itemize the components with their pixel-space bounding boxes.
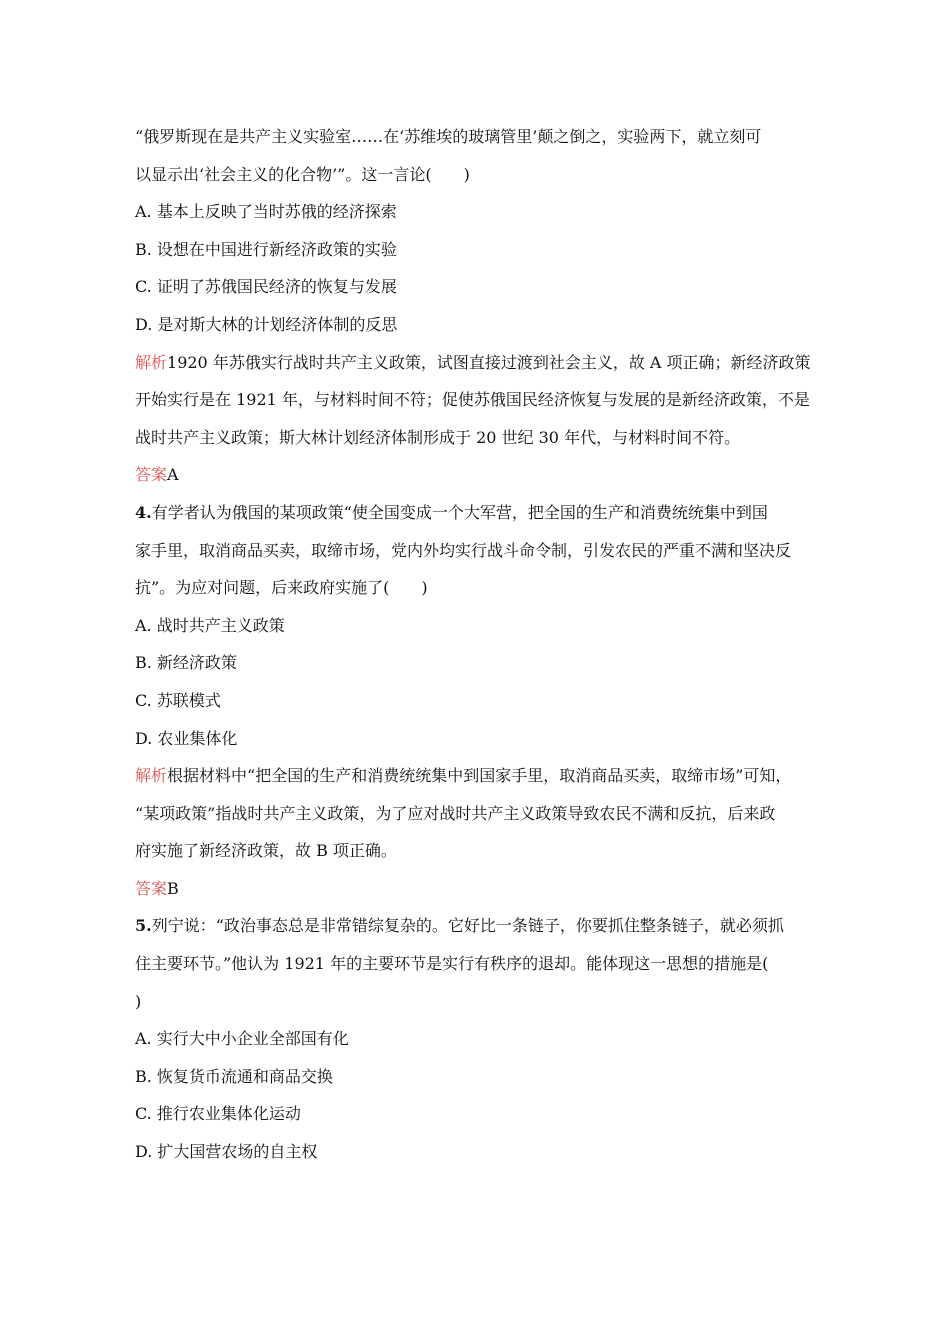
q4-stem-line-1 bbox=[135, 494, 819, 532]
q4-option-b: B. 新经济政策 bbox=[135, 653, 237, 673]
q5-option-a: A. 实行大中小企业全部国有化 bbox=[135, 1029, 349, 1049]
q3-option-b: B. 设想在中国进行新经济政策的实验 bbox=[135, 239, 397, 259]
q4-answer-label: 答案 bbox=[135, 878, 168, 898]
question-4 bbox=[135, 494, 819, 908]
q4-analysis-text-1: 根据材料中“把全国的生产和消费统统集中到国家手里，取消商品买卖，取缔市场”可知， bbox=[167, 766, 792, 786]
q5-stem-line-3: ) bbox=[135, 991, 142, 1011]
q4-option-d: D. 农业集体化 bbox=[135, 728, 238, 748]
q5-number: 5. bbox=[135, 916, 152, 936]
q5-option-c: C. 推行农业集体化运动 bbox=[135, 1104, 301, 1124]
q3-analysis-line-1 bbox=[135, 344, 819, 382]
q3-analysis-line-3: 战时共产主义政策；斯大林计划经济体制形成于 20 世纪 30 年代，与材料时间不符。 bbox=[135, 427, 741, 447]
q3-answer-value: A bbox=[167, 465, 179, 485]
q5-stem-line-1 bbox=[135, 907, 819, 945]
q3-analysis-line-2: 开始实行是在 1921 年，与材料时间不符；促使苏俄国民经济恢复与发展的是新经济政策，不是 bbox=[135, 390, 810, 410]
q5-option-b: B. 恢复货币流通和商品交换 bbox=[135, 1066, 333, 1086]
q3-analysis-label: 解析 bbox=[135, 352, 168, 372]
q4-stem-text-1: 有学者认为俄国的某项政策“使全国变成一个大军营，把全国的生产和消费统统集中到国 bbox=[151, 502, 768, 522]
q4-answer bbox=[135, 870, 819, 908]
q4-option-a: A. 战时共产主义政策 bbox=[135, 615, 285, 635]
q3-answer bbox=[135, 456, 819, 494]
document-page bbox=[135, 118, 819, 1171]
q5-stem-line-2: 住主要环节。”他认为 1921 年的主要环节是实行有秩序的退却。能体现这一思想的措施是( bbox=[135, 954, 769, 974]
q4-option-c: C. 苏联模式 bbox=[135, 690, 221, 710]
q3-stem-line-1: “俄罗斯现在是共产主义实验室……在‘苏维埃的玻璃管里’颠之倒之，实验两下，就立刻可 bbox=[135, 127, 762, 146]
question-3 bbox=[135, 118, 819, 494]
q3-option-a: A. 基本上反映了当时苏俄的经济探索 bbox=[135, 202, 397, 222]
q4-analysis-label: 解析 bbox=[135, 766, 168, 786]
q4-analysis-line-1 bbox=[135, 757, 819, 795]
q4-number: 4. bbox=[135, 502, 152, 522]
q5-option-d: D. 扩大国营农场的自主权 bbox=[135, 1142, 318, 1162]
q3-option-c: C. 证明了苏俄国民经济的恢复与发展 bbox=[135, 277, 397, 297]
q4-analysis-line-3: 府实施了新经济政策，故 B 项正确。 bbox=[135, 841, 397, 861]
q3-option-d: D. 是对斯大林的计划经济体制的反思 bbox=[135, 314, 398, 334]
q4-stem-line-2: 家手里，取消商品买卖，取缔市场，党内外均实行战斗命令制，引发农民的严重不满和坚决反 bbox=[135, 540, 792, 560]
q3-analysis-text-1: 1920 年苏俄实行战时共产主义政策，试图直接过渡到社会主义，故 A 项正确；新经济政策 bbox=[167, 352, 811, 372]
question-5 bbox=[135, 907, 819, 1170]
q4-analysis-line-2: “某项政策”指战时共产主义政策，为了应对战时共产主义政策导致农民不满和反抗，后来政 bbox=[135, 803, 776, 823]
q3-answer-label: 答案 bbox=[135, 465, 168, 485]
q4-answer-value: B bbox=[167, 878, 179, 898]
q5-stem-text-1: 列宁说：“政治事态总是非常错综复杂的。它好比一条链子，你要抓住整条链子，就必须抓 bbox=[151, 916, 784, 936]
q4-stem-line-3: 抗”。为应对问题，后来政府实施了( ) bbox=[135, 578, 428, 598]
q3-stem-line-2: 以显示出‘社会主义的化合物’”。这一言论( ) bbox=[135, 164, 470, 184]
